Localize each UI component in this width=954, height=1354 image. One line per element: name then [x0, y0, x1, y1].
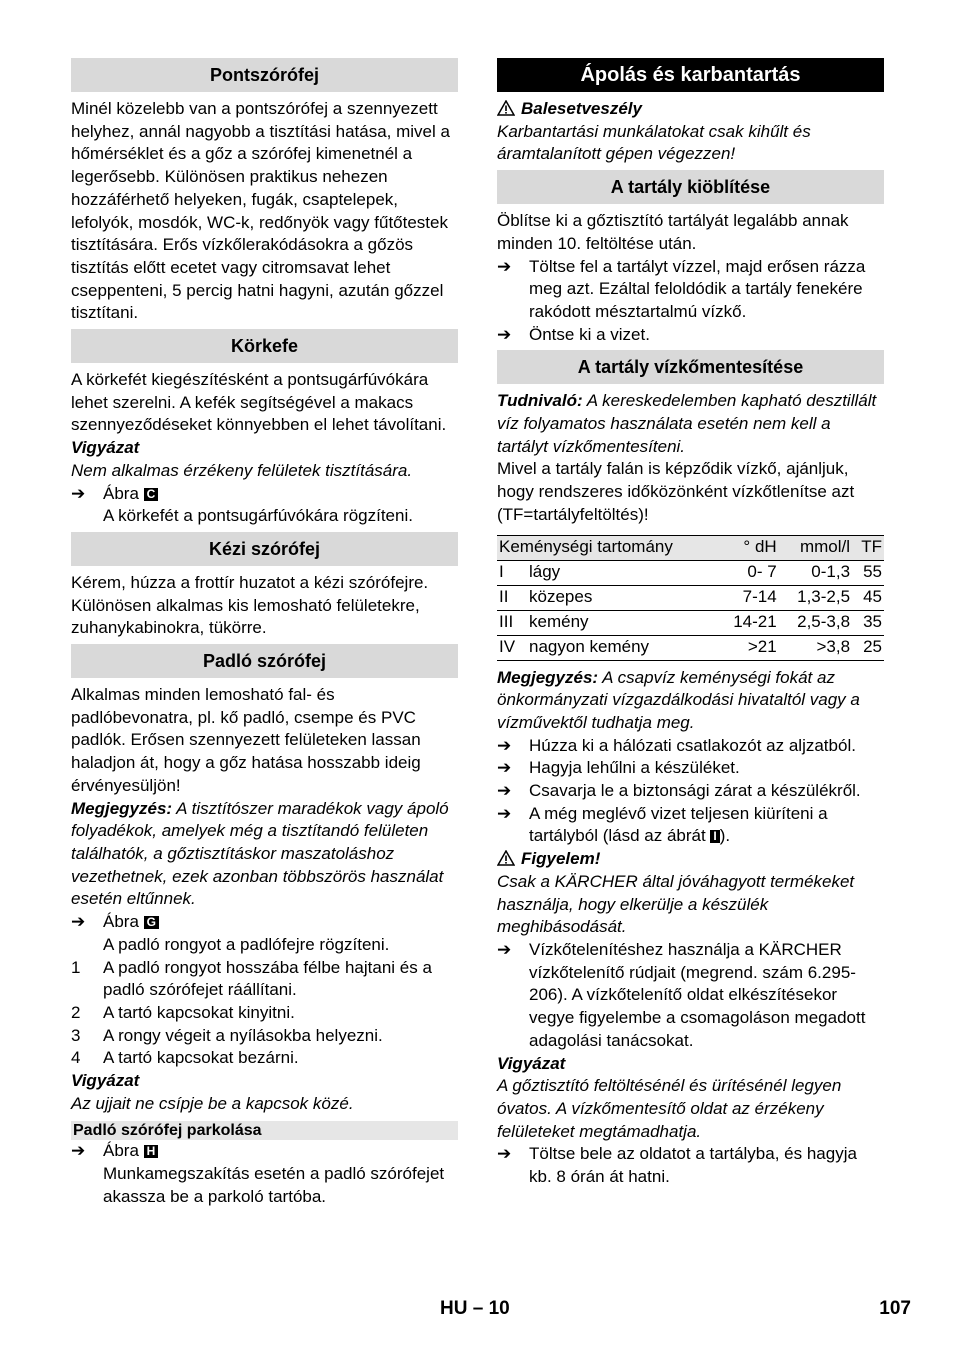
bullet-item: [497, 780, 884, 803]
attention-text: Csak a KÄRCHER által jóváhagyott termékeket használja, hogy elkerülje a készülék meghibásodását.: [497, 871, 855, 937]
step-text: A rongy végeit a nyílásokba helyezni.: [103, 1025, 383, 1045]
caution-title: Vigyázat: [71, 438, 140, 458]
table-row: [497, 635, 884, 660]
paragraph: A körkefét kiegészítésként a pontsugárfúvókára lehet szerelni. A kefék segítségével a makacs szennyeződéseket könnyebben el lehet távolítani.: [71, 370, 447, 435]
table-header: TF: [852, 535, 884, 560]
bullet-text: Töltse fel a tartályt vízzel, majd erősen rázza meg azt. Ezáltal feloldódik a tartály fenekére rakódott mésztartalmú vízkő.: [529, 256, 866, 321]
bullet-text-end: ).: [719, 826, 731, 846]
step-number: 2: [71, 1002, 81, 1022]
arrow-right-icon: ➔: [497, 939, 512, 959]
bullet-text: Öntse ki a vizet.: [529, 324, 650, 344]
figure-box-icon: I: [710, 830, 719, 843]
note: [497, 667, 884, 735]
section-heading-padlo-szorofej: Padló szórófej: [71, 644, 458, 678]
step-item: [71, 1025, 458, 1048]
table-header: Keménységi tartomány: [497, 535, 718, 560]
warning-triangle-icon: [497, 850, 515, 866]
instruction: [71, 505, 458, 528]
bullet-item: [497, 1143, 884, 1188]
caution-text: A gőztisztító feltöltésénél és ürítésénél legyen óvatos. A vízkőmentesítő oldat az érzékeny felületeket megtámadhatja.: [497, 1076, 842, 1141]
right-column: [497, 58, 884, 1189]
table-header: mmol/l: [779, 535, 852, 560]
figure-ref: [71, 911, 458, 934]
figure-ref: [71, 483, 458, 506]
section-heading-pontszorofej: Pontszórófej: [71, 58, 458, 92]
section-heading-kioblites: A tartály kiöblítése: [497, 170, 884, 204]
figure-label: Ábra: [103, 483, 139, 503]
instruction-text: A padló rongyot a padlófejre rögzíteni.: [103, 934, 390, 954]
arrow-right-icon: ➔: [71, 912, 86, 932]
paragraph: Minél közelebb van a pontszórófej a szennyezett helyhez, annál nagyobb a tisztítási hatása, mivel a hőmérséklet és a gőz a szórófej kimenetnél a legerősebb. Különösen praktikus nehezen hozzáférhető helyeken, fugák, csaptelepek, lefolyók, mosdók, WC-k, redőnyök vagy fűtőtestek tisztítására. Erős vízkőlerakódásokra a gőzös tisztítás előtt ecetet vagy citromsavat lehet cseppenteni, 5 percig hatni hagyni, azután gőzzel tisztítani.: [71, 99, 450, 323]
bullet-item: [497, 256, 884, 324]
instruction: [71, 1163, 458, 1208]
caution-title: Vigyázat: [71, 1071, 140, 1091]
danger-title: [497, 98, 884, 121]
arrow-right-icon: ➔: [497, 758, 512, 778]
tip-label: Tudnivaló:: [497, 391, 583, 411]
danger-label: Balesetveszély: [521, 99, 642, 118]
table-cell: 1,3-2,5: [779, 585, 852, 610]
caution-text: Nem alkalmas érzékeny felületek tisztítására.: [71, 460, 413, 480]
tip: [497, 390, 884, 458]
caution-title: Vigyázat: [497, 1053, 566, 1073]
step-item: [71, 957, 458, 1002]
table-cell: III: [497, 610, 527, 635]
instruction-text: Munkamegszakítás esetén a padló szórófejet akassza be a parkoló tartóba.: [103, 1164, 445, 1206]
tip-text: A kereskedelemben kapható desztillált víz folyamatos használata esetén nem kell a tartályt vízkőmentesíteni.: [497, 391, 877, 456]
bullet-text: Töltse bele az oldatot a tartályba, és hagyja kb. 8 órán át hatni.: [529, 1144, 857, 1187]
arrow-right-icon: ➔: [497, 324, 512, 344]
instruction-text: A körkefét a pontsugárfúvókára rögzíteni.: [103, 506, 413, 526]
table-row: [497, 560, 884, 585]
attention-title: [497, 848, 884, 871]
table-cell: nagyon kemény: [527, 635, 718, 660]
warning-triangle-icon: [497, 100, 515, 116]
note: [71, 798, 458, 912]
arrow-right-icon: ➔: [497, 735, 512, 755]
bullet-text: Hagyja lehűlni a készüléket.: [529, 758, 740, 778]
subheading-parking: Padló szórófej parkolása: [71, 1121, 458, 1140]
bullet-text: Csavarja le a biztonsági zárat a készülékről.: [529, 781, 861, 801]
step-item: [71, 1047, 458, 1070]
paragraph: Alkalmas minden lemosható fal- és padlóbevonatra, pl. kő padló, csempe és PVC padlók. Erősen szennyezett felületeken lassan haladjon át, hogy a gőz hatása hosszabb ideig érvényesüljön!: [71, 685, 421, 795]
table-header: ° dH: [718, 535, 779, 560]
table-cell: I: [497, 560, 527, 585]
figure-ref: [71, 1140, 458, 1163]
danger-text: Karbantartási munkálatokat csak kihűlt és áramtalanított gépen végezzen!: [497, 121, 811, 164]
section-heading-kezi-szorofej: Kézi szórófej: [71, 532, 458, 566]
bullet-item: [497, 757, 884, 780]
paragraph: Öblítse ki a gőztisztító tartályát legalább annak minden 10. feltöltése után.: [497, 211, 849, 253]
arrow-right-icon: ➔: [71, 483, 86, 503]
arrow-right-icon: ➔: [497, 1144, 512, 1164]
step-text: A tartó kapcsokat bezárni.: [103, 1048, 299, 1068]
hardness-table: [497, 535, 884, 661]
arrow-right-icon: ➔: [497, 256, 512, 276]
table-cell: II: [497, 585, 527, 610]
bullet-text: Húzza ki a hálózati csatlakozót az aljzatból.: [529, 735, 856, 755]
section-heading-korkefe: Körkefe: [71, 329, 458, 363]
table-cell: >21: [718, 635, 779, 660]
page-number: 107: [879, 1298, 911, 1319]
attention-label: Figyelem!: [521, 849, 601, 869]
table-cell: 7-14: [718, 585, 779, 610]
paragraph: Kérem, húzza a frottír huzatot a kézi szórófejre. Különösen alkalmas kis lemosható felületekre, zuhanykabinokra, tükörre.: [71, 572, 429, 638]
arrow-right-icon: ➔: [497, 803, 512, 823]
figure-box-icon: H: [144, 1145, 159, 1158]
arrow-right-icon: ➔: [497, 781, 512, 801]
step-text: A padló rongyot hosszába félbe hajtani és a padló szórófejet ráállítani.: [103, 957, 432, 1000]
table-cell: IV: [497, 635, 527, 660]
table-cell: 2,5-3,8: [779, 610, 852, 635]
bullet-item: [497, 324, 884, 347]
step-number: 1: [71, 957, 81, 977]
table-cell: 25: [852, 635, 884, 660]
step-number: 4: [71, 1048, 81, 1068]
left-column: [71, 58, 458, 1209]
chapter-heading: Ápolás és karbantartás: [497, 58, 884, 92]
table-cell: 35: [852, 610, 884, 635]
step-number: 3: [71, 1025, 81, 1045]
arrow-right-icon: ➔: [71, 1141, 86, 1161]
table-cell: közepes: [527, 585, 718, 610]
step-text: A tartó kapcsokat kinyitni.: [103, 1002, 295, 1022]
note-text: A tisztítószer maradékok vagy ápoló folyadékok, amelyek még a tisztítandó felületen találhatók, a gőztisztításkor maszatoláshoz vezethetnek, ezek azonban többszörös használat esetén eltűnnek.: [71, 798, 449, 909]
bullet-text: A még meglévő vizet teljesen kiüríteni a tartályból (lásd az ábrát: [529, 803, 828, 846]
paragraph: Mivel a tartály falán is képződik vízkő, ajánljuk, hogy rendszeres időközönként vízkőtlenítse azt (TF=tartályfeltöltés)!: [497, 459, 855, 524]
bullet-text: Vízkőtelenítéshez használja a KÄRCHER vízkőtelenítő rúdjait (megrend. szám 6.295-206). A vízkőtelenítő oldat elkészítésekor vegye figyelembe a csomagoláson megadott adagolási tanácsokat.: [529, 939, 866, 1050]
table-header-row: [497, 535, 884, 560]
table-cell: 0-1,3: [779, 560, 852, 585]
figure-label: Ábra: [103, 912, 139, 932]
table-cell: lágy: [527, 560, 718, 585]
instruction: [71, 934, 458, 957]
table-cell: 0- 7: [718, 560, 779, 585]
note-label: Megjegyzés:: [71, 798, 173, 818]
footer-section-label: HU – 10: [440, 1298, 510, 1319]
table-cell: >3,8: [779, 635, 852, 660]
note-text: A csapvíz keménységi fokát az önkormányzati vízgazdálkodási hivataltól vagy a vízművektől tudhatja meg.: [497, 667, 860, 732]
note-label: Megjegyzés:: [497, 667, 599, 687]
figure-box-icon: G: [144, 916, 159, 929]
table-row: [497, 585, 884, 610]
table-cell: 55: [852, 560, 884, 585]
table-row: [497, 610, 884, 635]
step-item: [71, 1002, 458, 1025]
bullet-item: [497, 803, 884, 848]
figure-box-icon: C: [144, 488, 159, 501]
table-cell: kemény: [527, 610, 718, 635]
table-cell: 45: [852, 585, 884, 610]
bullet-item: [497, 735, 884, 758]
figure-label: Ábra: [103, 1141, 139, 1161]
bullet-item: [497, 939, 884, 1053]
table-cell: 14-21: [718, 610, 779, 635]
section-heading-vizkomentesites: A tartály vízkőmentesítése: [497, 350, 884, 384]
caution-text: Az ujjait ne csípje be a kapcsok közé.: [71, 1093, 354, 1113]
